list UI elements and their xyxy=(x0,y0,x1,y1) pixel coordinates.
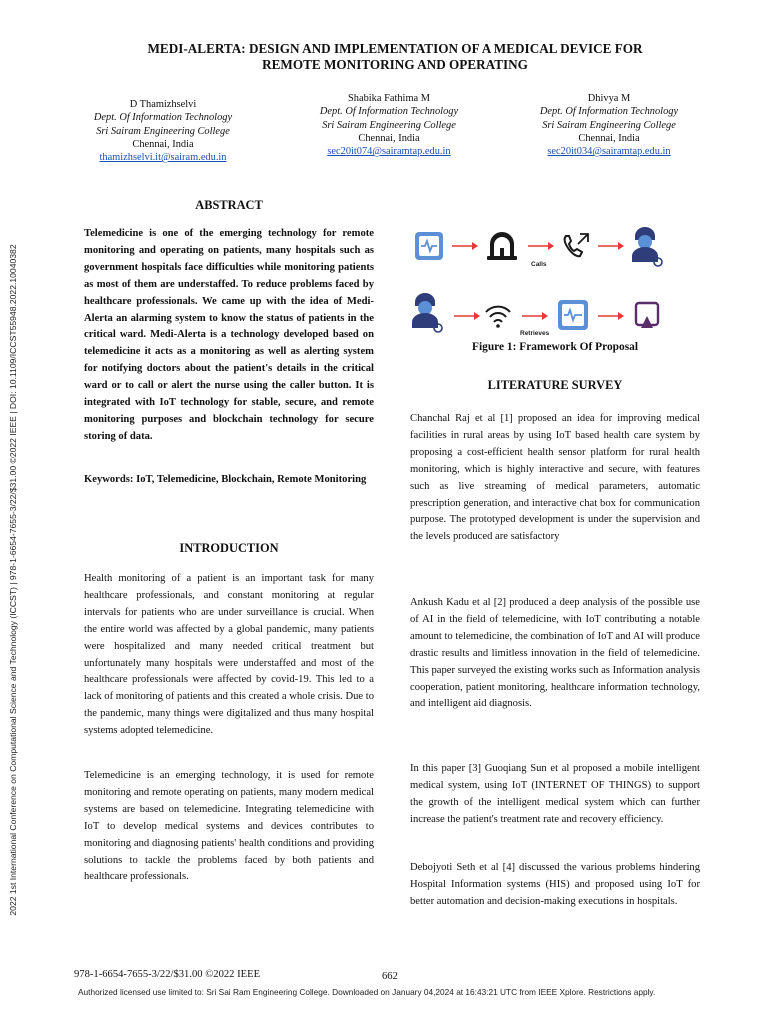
footer-isbn: 978-1-6654-7655-3/22/$31.00 ©2022 IEEE xyxy=(74,969,261,980)
monitor-icon xyxy=(415,232,443,260)
introduction-paragraph-2: Telemedicine is an emerging technology, it is used for remote monitoring and remote operating on patients, many modern medical systems are based on telemedicine. Integrating telemedicine with IoT to develop medical systems and devices contributes to monitoring and diagnosing patients' health conditions and providing solutions to tackle the problems faced by both patients and healthcare professionals. xyxy=(84,770,374,883)
author-email-link[interactable]: sec20it074@sairamtap.edu.in xyxy=(327,146,451,158)
author-block-1 xyxy=(78,98,248,164)
title-line-2: REMOTE MONITORING AND OPERATING xyxy=(262,57,528,72)
arrow-icon xyxy=(522,312,548,320)
doctor-icon xyxy=(632,227,662,266)
abstract-heading: ABSTRACT xyxy=(195,198,263,212)
side-strip-text: 2022 1st International Conference on Computational Science and Technology (ICCST) | 978-1-6654-7655-3/22/$31.00 ©2022 IEEE | DOI: 10.1109/ICCST55948.2022.10040382 xyxy=(8,244,18,916)
author-name: Shabika Fathima M xyxy=(348,93,430,104)
alarm-icon xyxy=(487,232,517,260)
author-college: Sri Sairam Engineering College xyxy=(322,119,456,131)
literature-paragraph-2: Ankush Kadu et al [2] produced a deep analysis of the possible use of AI in the field of telemedicine, with IoT contributing a notable amount to telemedicine, the combination of IoT and AI will produce drastic results and limitless innovation in the field of telemedicine. This paper surveyed the existing works such as Information analysis cooperation, patient monitoring, healthcare information technology, and intelligent aid diagnosis. xyxy=(410,597,700,710)
paper-title xyxy=(90,41,700,73)
license-notice: Authorized licensed use limited to: Sri Sai Ram Engineering College. Downloaded on January 04,2024 at 16:43:21 UTC from IEEE Xplore. Restrictions apply. xyxy=(78,987,656,997)
doctor-icon xyxy=(412,293,442,332)
phone-call-icon xyxy=(565,234,588,256)
arrow-icon xyxy=(454,312,480,320)
author-block-3 xyxy=(522,92,696,158)
author-email-link[interactable]: thamizhselvi.it@sairam.edu.in xyxy=(99,152,227,164)
introduction-paragraph-1: Health monitoring of a patient is an important task for many healthcare professionals, and constant monitoring at regular intervals for patients who are under surveillance is crucial. When the entire world was affected by a global pandemic, many patients were hospitalized and many needed critical treatment but unfortunately many hospitals were understaffed and most of the healthcare professionals were affected by covid-19. This led to a lack of monitoring of patients and this created a whole crisis. Due to the pandemic, many things were digitalized and thus many hospital systems adopted telemedicine. xyxy=(84,573,374,737)
abstract-text: Telemedicine is one of the emerging technology for remote monitoring and operating on patients, many hospitals such as government hospitals face difficulties while monitoring patients as most of them are understaffed. To reduce problems faced by healthcare professionals. We came up with the idea of Medi-Alerta an alarming system to know the status of patients in the critical ward. Medi-Alerta is a technology developed based on telemedicine it acts as a monitoring as well as alerting system for notifying doctors about the patient's details in the critical ward or to call or alert the nurse using the caller button. It is integrated with IoT technology for stable, secure, and remote monitoring purposes and blockchain technology for secure storing of data. xyxy=(84,228,374,442)
monitor-icon xyxy=(558,300,588,330)
author-name: D Thamizhselvi xyxy=(129,99,197,110)
literature-paragraph-1: Chanchal Raj et al [1] proposed an idea for improving medical facilities in rural areas by using IoT based health care system by proposing a cost-efficient health sensor platform for rural health monitoring, which is highly interactive and secure, with features such as live streaming of medical parameters, automatic prescription generation, and interactive chat box for communication purpose. The prototyped development is under the supervision and the levels produced are satisfactory xyxy=(410,413,700,543)
wifi-icon xyxy=(486,307,510,328)
arrow-icon xyxy=(452,242,478,250)
author-name: Dhivya M xyxy=(587,93,631,104)
author-city: Chennai, India xyxy=(578,132,640,144)
arrow-icon xyxy=(598,242,624,250)
arrow-icon xyxy=(528,242,554,250)
author-email-link[interactable]: sec20it034@sairamtap.edu.in xyxy=(547,146,671,158)
author-city: Chennai, India xyxy=(358,132,420,144)
keywords-text: Keywords: IoT, Telemedicine, Blockchain, Remote Monitoring xyxy=(84,474,367,485)
page-number: 662 xyxy=(382,971,398,982)
framework-figure xyxy=(410,222,700,342)
author-dept: Dept. Of Information Technology xyxy=(539,106,679,118)
literature-paragraph-3: In this paper [3] Guoqiang Sun et al proposed a mobile intelligent medical system, using IoT (INTERNET OF THINGS) to support the growth of the intelligent medical system which can further increase the patient's treatment rate and recovery efficiency. xyxy=(410,763,700,825)
display-icon xyxy=(636,303,658,328)
arrow-icon xyxy=(598,312,624,320)
side-strip-citation xyxy=(4,0,22,1024)
introduction-heading: INTRODUCTION xyxy=(179,541,279,555)
literature-survey-heading: LITERATURE SURVEY xyxy=(487,378,623,392)
author-dept: Dept. Of Information Technology xyxy=(93,112,233,124)
literature-paragraph-4: Debojyoti Seth et al [4] discussed the various problems hindering Hospital Information systems (HIS) and proposed using IoT for better automation and decision-making executions in hospitals. xyxy=(410,862,700,907)
calls-label: Calls xyxy=(531,261,547,268)
author-college: Sri Sairam Engineering College xyxy=(96,125,230,137)
author-college: Sri Sairam Engineering College xyxy=(542,119,676,131)
author-dept: Dept. Of Information Technology xyxy=(319,106,459,118)
author-city: Chennai, India xyxy=(132,138,194,150)
retrieves-label: Retrieves xyxy=(520,330,550,337)
title-line-1: MEDI-ALERTA: DESIGN AND IMPLEMENTATION OF A MEDICAL DEVICE FOR xyxy=(147,41,643,56)
author-block-2 xyxy=(302,92,476,158)
figure-caption: Figure 1: Framework Of Proposal xyxy=(472,341,638,353)
